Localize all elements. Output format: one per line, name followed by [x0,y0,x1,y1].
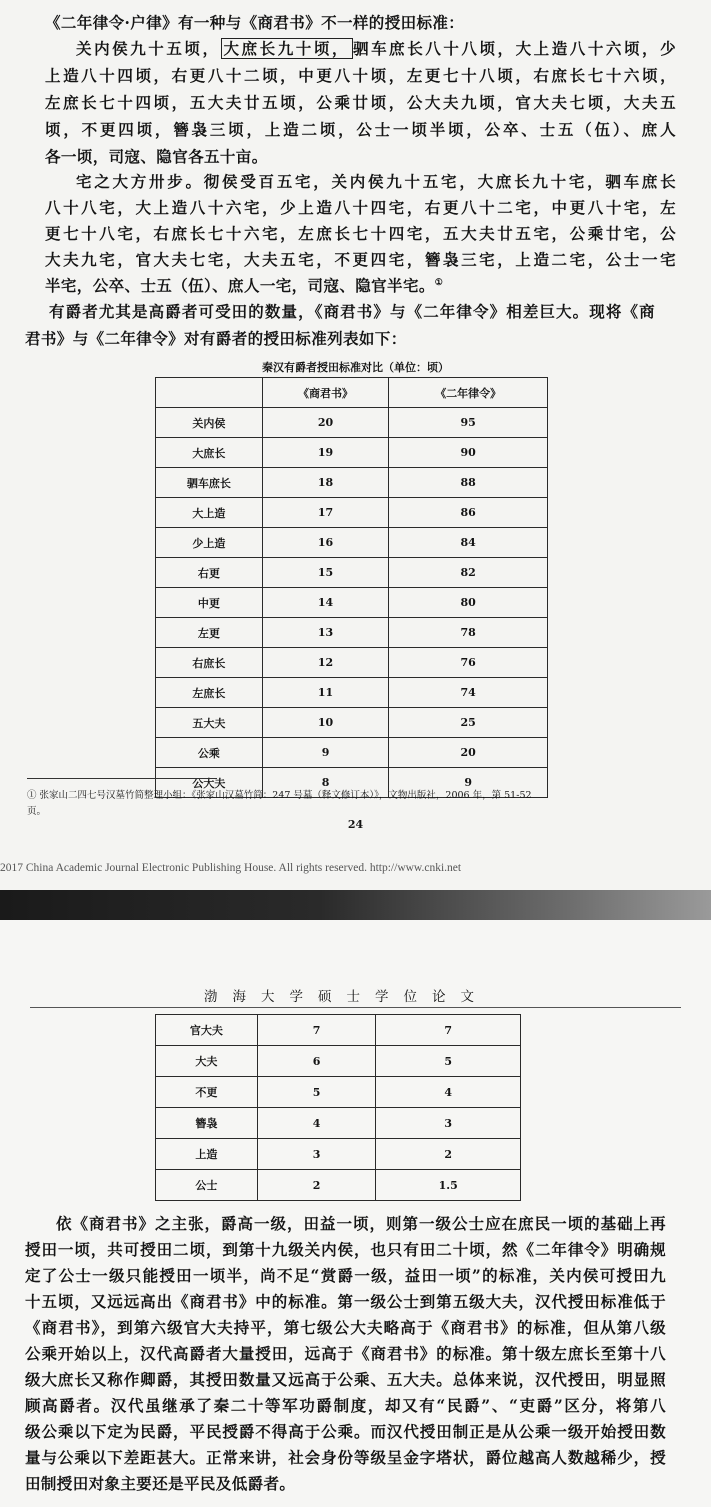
value-cell: 18 [262,468,389,498]
text-line: 更七十八宅，右庶长七十六宅，左庶长七十四宅，五大夫廿五宅，公乘廿宅，公 [45,224,676,243]
value-cell: 76 [389,648,548,678]
text-line: 八十八宅，大上造八十六宅，少上造八十四宅，右更八十二宅，中更八十宅，左 [45,198,676,217]
text-line: 《二年律令·户律》有一种与《商君书》不一样的授田标准： [45,13,465,32]
footnote-text: 页。 [27,806,47,817]
value-cell: 82 [389,558,548,588]
value-cell: 7 [257,1015,376,1046]
table-row [156,1108,521,1139]
value-cell: 20 [389,738,548,768]
value-cell: 5 [376,1046,521,1077]
rank-cell: 公乘 [156,738,263,768]
header-rule [30,1007,681,1008]
value-cell: 86 [389,498,548,528]
table-row [156,528,548,558]
text-line: 顾高爵者。汉代虽继承了秦二十等军功爵制度，却又有“民爵”、“吏爵”区分，将第八 [25,1396,666,1415]
text-line: 依《商君书》之主张，爵高一级，田益一顷，则第一级公士应在庶民一顷的基础上再 [56,1214,666,1233]
value-cell: 78 [389,618,548,648]
value-cell: 9 [262,738,389,768]
value-cell: 13 [262,618,389,648]
comparison-table [155,377,548,798]
value-cell: 17 [262,498,389,528]
value-cell: 5 [257,1077,376,1108]
text-line: 授田一顷，共可授田二顷，到第十九级关内侯，也只有田二十顷，然《二年律令》明确规 [25,1240,666,1259]
table-row [156,708,548,738]
value-cell: 88 [389,468,548,498]
text-line: 君书》与《二年律令》对有爵者的授田标准列表如下： [25,329,407,348]
value-cell: 14 [262,588,389,618]
value-cell: 7 [376,1015,521,1046]
value-cell: 8 [262,768,389,798]
table-row [156,408,548,438]
footnote-marker: ① [434,277,444,288]
table-row [156,558,548,588]
rank-cell: 左庶长 [156,678,263,708]
comparison-table-continued [155,1014,521,1201]
value-cell: 25 [389,708,548,738]
value-cell: 6 [257,1046,376,1077]
value-cell: 90 [389,438,548,468]
text-line: 十五顷，又远远高出《商君书》中的标准。第一级公士到第五级大夫，汉代授田标准低于 [25,1292,666,1311]
rank-cell: 大夫 [156,1046,258,1077]
value-cell: 20 [262,408,389,438]
table-row [156,678,548,708]
table-row [156,468,548,498]
text-line: 左庶长七十四顷，五大夫廿五顷，公乘廿顷，公大夫九顷，官大夫七顷，大夫五 [45,93,676,112]
text-line [76,37,676,59]
rank-cell: 关内侯 [156,408,263,438]
value-cell: 74 [389,678,548,708]
table-header-row [156,378,548,408]
text-line: 量与公乘以下差距甚大。正常来讲，社会身份等级呈金字塔状，爵位越高人数越稀少，授 [25,1448,666,1467]
value-cell: 15 [262,558,389,588]
value-cell: 4 [257,1108,376,1139]
table-row [156,648,548,678]
rank-cell: 簪袅 [156,1108,258,1139]
text-line: 大夫九宅，官大夫七宅，大夫五宅，不更四宅，簪袅三宅，上造二宅，公士一宅 [45,250,676,269]
value-cell: 11 [262,678,389,708]
value-cell: 19 [262,438,389,468]
value-cell: 9 [389,768,548,798]
table-header-cell [156,378,263,408]
value-cell: 84 [389,528,548,558]
running-header: 渤海大学硕士学位论文 [204,989,474,1003]
copyright-notice: 2017 China Academic Journal Electronic Publishing House. All rights reserved. http://www.cnki.net [0,862,462,874]
text-line: 各一顷，司寇、隐官各五十亩。 [45,147,268,166]
value-cell: 1.5 [376,1170,521,1201]
text-line: 宅之大方卅步。彻侯受百五宅，关内侯九十五宅，大庶长九十宅，驷车庶长 [76,172,676,191]
value-cell: 12 [262,648,389,678]
text-span: 驷车庶长八十八顷，大上造八十六顷，少 [353,39,676,58]
text-line: 上造八十四顷，右更八十二顷，中更八十顷，左更七十八顷，右庶长七十六顷， [45,66,676,85]
rank-cell: 上造 [156,1139,258,1170]
page-2 [0,920,711,1507]
text-span: 关内侯九十五顷， [76,39,221,58]
table-header-cell: 《商君书》 [262,378,389,408]
footnote-text: ① 张家山二四七号汉墓竹简整理小组：《张家山汉墓竹简：247 号墓（释文修订本）》，文物出版社，2006 年，第 51-52 [27,790,532,801]
value-cell: 95 [389,408,548,438]
value-cell: 10 [262,708,389,738]
rank-cell: 大庶长 [156,438,263,468]
value-cell: 2 [257,1170,376,1201]
table-row [156,1077,521,1108]
rank-cell: 右更 [156,558,263,588]
rank-cell: 不更 [156,1077,258,1108]
rank-cell: 大上造 [156,498,263,528]
value-cell: 3 [257,1139,376,1170]
page-separator [0,890,711,920]
table-row [156,618,548,648]
table-caption: 秦汉有爵者授田标准对比（单位：顷） [262,361,449,374]
text-line: 田制授田对象主要还是平民及低爵者。 [25,1474,296,1493]
highlight-box: 大庶长九十顷， [221,38,353,59]
text-line: 定了公士一级只能授田一顷半，尚不足“赏爵一级，益田一顷”的标准，关内侯可授田九 [25,1266,666,1285]
text-line: 公乘开始以上，汉代高爵者大量授田，远高于《商君书》的标准。第十级左庶长至第十八 [25,1344,666,1363]
value-cell: 4 [376,1077,521,1108]
text-span: 半宅，公卒、士五（伍）、庶人一宅，司寇、隐官半宅。 [45,276,435,295]
value-cell: 80 [389,588,548,618]
text-line: 顷，不更四顷，簪袅三顷，上造二顷，公士一顷半顷，公卒、士五（伍）、庶人 [45,120,676,139]
text-line: 级大庶长又称作卿爵，其授田数量又远高于公乘、五大夫。总体来说，汉代授田，明显照 [25,1370,666,1389]
text-line: 《商君书》，到第六级官大夫持平，第七级公大夫略高于《商君书》的标准，但从第八级 [25,1318,666,1337]
rank-cell: 官大夫 [156,1015,258,1046]
rank-cell: 少上造 [156,528,263,558]
table-header-cell: 《二年律令》 [389,378,548,408]
table-row [156,498,548,528]
value-cell: 16 [262,528,389,558]
rank-cell: 中更 [156,588,263,618]
footnote-divider [27,778,217,779]
value-cell: 3 [376,1108,521,1139]
page-number: 24 [347,818,364,831]
rank-cell: 公大夫 [156,768,263,798]
rank-cell: 左更 [156,618,263,648]
rank-cell: 右庶长 [156,648,263,678]
text-line [45,274,443,296]
table-row [156,1170,521,1201]
table-row [156,738,548,768]
rank-cell: 公士 [156,1170,258,1201]
text-line: 级公乘以下定为民爵，平民授爵不得高于公乘。而汉代授田制正是从公乘一级开始授田数 [25,1422,666,1441]
table-row [156,588,548,618]
table-row [156,1046,521,1077]
rank-cell: 驷车庶长 [156,468,263,498]
text-line: 有爵者尤其是高爵者可受田的数量，《商君书》与《二年律令》相差巨大。现将《商 [49,302,655,321]
rank-cell: 五大夫 [156,708,263,738]
table-row [156,438,548,468]
table-row [156,1139,521,1170]
value-cell: 2 [376,1139,521,1170]
table-row [156,1015,521,1046]
